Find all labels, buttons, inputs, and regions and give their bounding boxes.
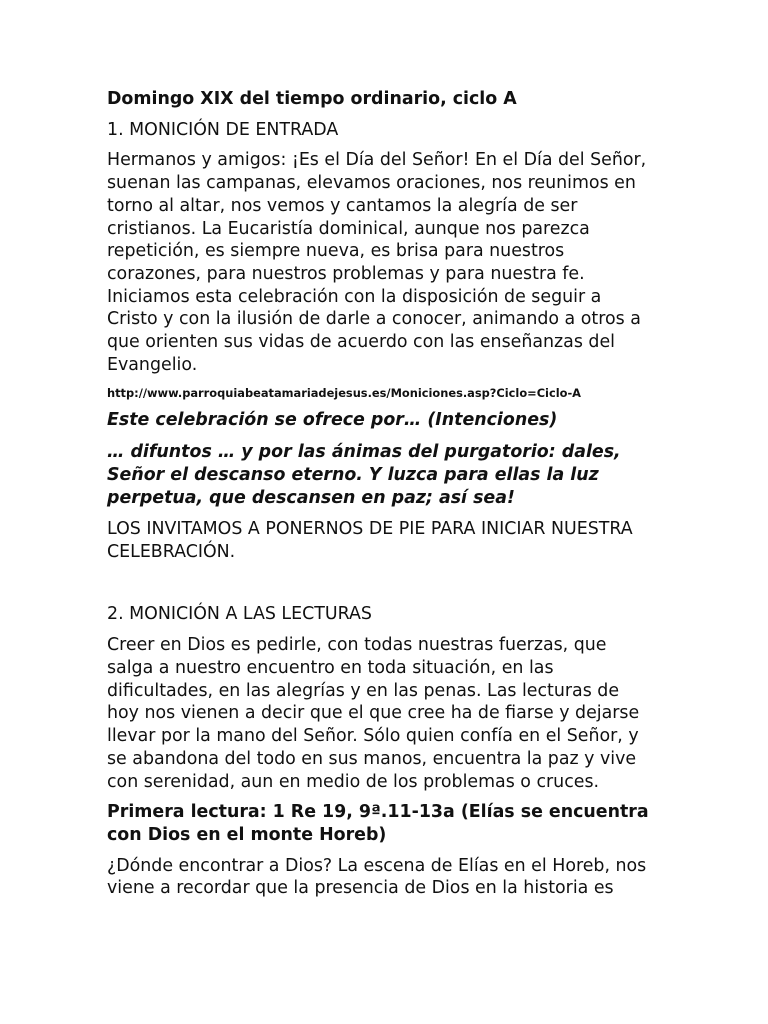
paragraph-line: Evangelio. [107,354,198,375]
paragraph-line: hoy nos vienen a decir que el que cree ha de fiarse y dejarse [107,703,640,724]
source-url: http://www.parroquiabeatamariadejesus.es/Moniciones.asp?Ciclo=Ciclo-A [107,386,581,401]
document-title: Domingo XIX del tiempo ordinario, ciclo A [107,89,517,109]
paragraph-difuntos [107,441,697,509]
section-heading-entrada: 1. MONICIÓN DE ENTRADA [107,119,339,140]
paragraph-line: dificultades, en las alegrías y en las penas. Las lecturas de [107,680,620,701]
paragraph-line: Cristo y con la ilusión de darle a conocer, animando a otros a [107,309,641,330]
document-page [107,88,697,900]
paragraph-lecturas [107,634,697,793]
paragraph-line: CELEBRACIÓN. [107,541,236,562]
paragraph-line: Hermanos y amigos: ¡Es el Día del Señor! En el Día del Señor, [107,150,647,171]
paragraph-line: salga a nuestro encuentro en toda situación, en las [107,658,554,679]
paragraph-line: repetición, es siempre nueva, es brisa para nuestros [107,241,565,262]
paragraph-line: ¿Dónde encontrar a Dios? La escena de Elías en el Horeb, nos [107,855,647,876]
intenciones-heading: Este celebración se ofrece por… (Intenciones) [107,410,558,431]
paragraph-primera-lectura [107,855,697,900]
paragraph-line: viene a recordar que la presencia de Dios en la historia es [107,878,614,899]
paragraph-line: Primera lectura: 1 Re 19, 9ª.11-13a (Elías se encuentra [107,802,649,823]
paragraph-line: que orienten sus vidas de acuerdo con las enseñanzas del [107,332,615,353]
paragraph-line: se abandona del todo en sus manos, encuentra la paz y vive [107,748,637,769]
paragraph-line: cristianos. La Eucaristía dominical, aunque nos parezca [107,218,590,239]
paragraph-line: … difuntos … y por las ánimas del purgatorio: dales, [107,442,621,463]
paragraph-entrada [107,149,697,376]
paragraph-line: con Dios en el monte Horeb) [107,824,387,845]
paragraph-line: corazones, para nuestros problemas y para nuestra fe. [107,263,585,284]
paragraph-line: Señor el descanso eterno. Y luzca para ellas la luz [107,464,599,485]
paragraph-line: con serenidad, aun en medio de los problemas o cruces. [107,771,600,792]
paragraph-line: torno al altar, nos vemos y cantamos la alegría de ser [107,195,578,216]
paragraph-line: perpetua, que descansen en paz; así sea! [107,487,515,508]
paragraph-line: Creer en Dios es pedirle, con todas nuestras fuerzas, que [107,635,607,656]
paragraph-line: llevar por la mano del Señor. Sólo quien confía en el Señor, y [107,726,639,747]
primera-lectura-heading [107,801,697,846]
paragraph-line: Iniciamos esta celebración con la disposición de seguir a [107,286,602,307]
paragraph-line: LOS INVITAMOS A PONERNOS DE PIE PARA INICIAR NUESTRA [107,519,633,540]
paragraph-line: suenan las campanas, elevamos oraciones, nos reunimos en [107,173,636,194]
section-heading-lecturas: 2. MONICIÓN A LAS LECTURAS [107,603,372,624]
paragraph-invitation [107,518,697,563]
